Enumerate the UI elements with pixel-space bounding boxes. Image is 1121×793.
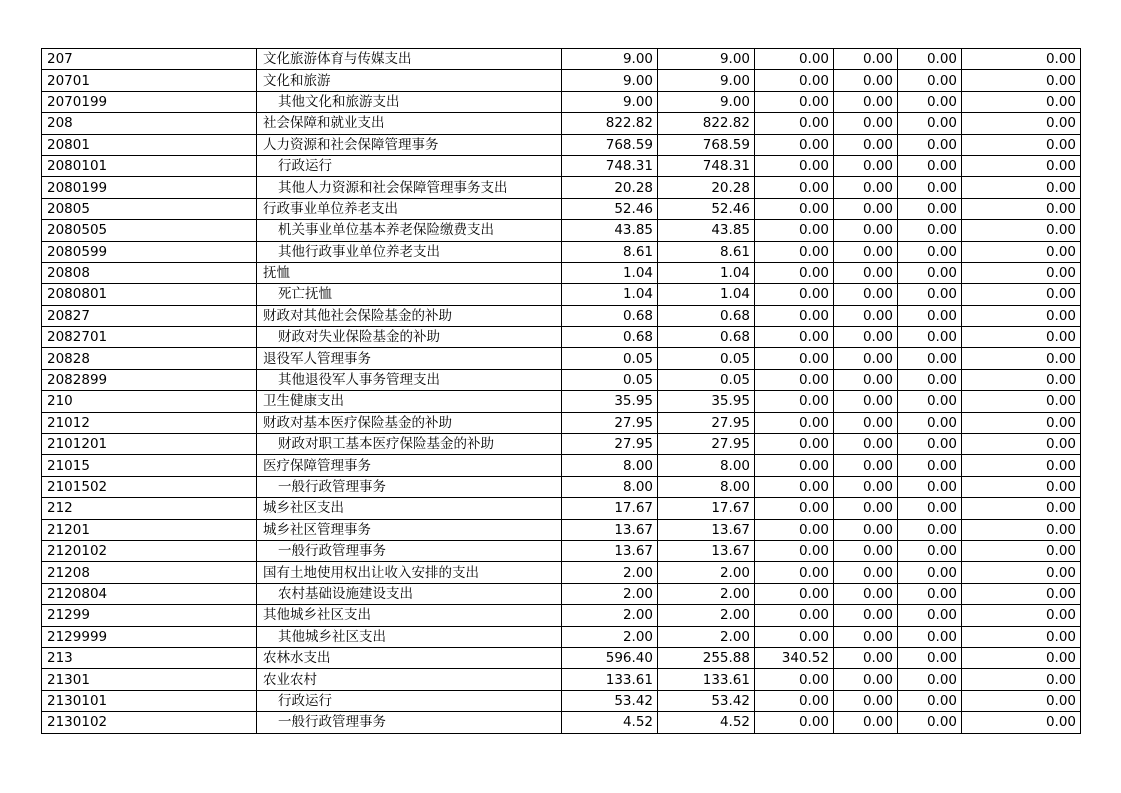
amount-cell-1: 0.68 — [562, 327, 658, 348]
amount-cell-1: 8.00 — [562, 455, 658, 476]
subject-name-cell: 抚恤 — [257, 262, 562, 283]
table-row — [42, 220, 1081, 241]
amount-cell-3: 0.00 — [755, 412, 834, 433]
amount-cell-4: 0.00 — [834, 412, 898, 433]
amount-cell-2: 255.88 — [658, 647, 755, 668]
amount-cell-2: 748.31 — [658, 155, 755, 176]
subject-name-cell: 死亡抚恤 — [257, 284, 562, 305]
subject-name-cell: 农村基础设施建设支出 — [257, 583, 562, 604]
amount-cell-3: 0.00 — [755, 113, 834, 134]
amount-cell-6: 0.00 — [962, 712, 1081, 733]
subject-code-cell: 2080801 — [42, 284, 257, 305]
amount-cell-6: 0.00 — [962, 369, 1081, 390]
amount-cell-3: 0.00 — [755, 369, 834, 390]
amount-cell-1: 20.28 — [562, 177, 658, 198]
subject-code-cell: 2120804 — [42, 583, 257, 604]
subject-code-cell: 2080199 — [42, 177, 257, 198]
amount-cell-3: 0.00 — [755, 241, 834, 262]
amount-cell-3: 0.00 — [755, 605, 834, 626]
amount-cell-2: 1.04 — [658, 284, 755, 305]
amount-cell-6: 0.00 — [962, 476, 1081, 497]
amount-cell-6: 0.00 — [962, 540, 1081, 561]
amount-cell-6: 0.00 — [962, 391, 1081, 412]
table-row — [42, 412, 1081, 433]
amount-cell-1: 0.68 — [562, 305, 658, 326]
amount-cell-6: 0.00 — [962, 198, 1081, 219]
table-row — [42, 669, 1081, 690]
table-row — [42, 284, 1081, 305]
table-row — [42, 49, 1081, 70]
amount-cell-3: 0.00 — [755, 348, 834, 369]
amount-cell-5: 0.00 — [898, 348, 962, 369]
amount-cell-4: 0.00 — [834, 327, 898, 348]
amount-cell-1: 9.00 — [562, 70, 658, 91]
subject-name-cell: 其他退役军人事务管理支出 — [257, 369, 562, 390]
amount-cell-6: 0.00 — [962, 562, 1081, 583]
amount-cell-3: 0.00 — [755, 327, 834, 348]
amount-cell-1: 53.42 — [562, 690, 658, 711]
amount-cell-6: 0.00 — [962, 113, 1081, 134]
amount-cell-5: 0.00 — [898, 562, 962, 583]
amount-cell-6: 0.00 — [962, 70, 1081, 91]
amount-cell-2: 768.59 — [658, 134, 755, 155]
amount-cell-2: 2.00 — [658, 562, 755, 583]
subject-code-cell: 20701 — [42, 70, 257, 91]
amount-cell-5: 0.00 — [898, 327, 962, 348]
amount-cell-6: 0.00 — [962, 626, 1081, 647]
table-row — [42, 647, 1081, 668]
amount-cell-2: 8.00 — [658, 476, 755, 497]
amount-cell-4: 0.00 — [834, 262, 898, 283]
amount-cell-1: 2.00 — [562, 626, 658, 647]
amount-cell-6: 0.00 — [962, 605, 1081, 626]
amount-cell-4: 0.00 — [834, 91, 898, 112]
amount-cell-6: 0.00 — [962, 241, 1081, 262]
subject-name-cell: 一般行政管理事务 — [257, 540, 562, 561]
amount-cell-5: 0.00 — [898, 605, 962, 626]
amount-cell-4: 0.00 — [834, 155, 898, 176]
amount-cell-3: 0.00 — [755, 70, 834, 91]
table-row — [42, 626, 1081, 647]
table-row — [42, 540, 1081, 561]
amount-cell-6: 0.00 — [962, 647, 1081, 668]
amount-cell-1: 17.67 — [562, 498, 658, 519]
amount-cell-1: 4.52 — [562, 712, 658, 733]
amount-cell-2: 2.00 — [658, 626, 755, 647]
table-row — [42, 262, 1081, 283]
amount-cell-5: 0.00 — [898, 91, 962, 112]
amount-cell-1: 0.05 — [562, 369, 658, 390]
amount-cell-5: 0.00 — [898, 241, 962, 262]
table-row — [42, 690, 1081, 711]
table-row — [42, 305, 1081, 326]
amount-cell-4: 0.00 — [834, 348, 898, 369]
amount-cell-2: 0.68 — [658, 327, 755, 348]
amount-cell-5: 0.00 — [898, 113, 962, 134]
amount-cell-5: 0.00 — [898, 155, 962, 176]
amount-cell-1: 9.00 — [562, 91, 658, 112]
amount-cell-5: 0.00 — [898, 177, 962, 198]
table-row — [42, 198, 1081, 219]
amount-cell-1: 8.61 — [562, 241, 658, 262]
amount-cell-4: 0.00 — [834, 647, 898, 668]
subject-name-cell: 财政对其他社会保险基金的补助 — [257, 305, 562, 326]
amount-cell-3: 0.00 — [755, 198, 834, 219]
subject-name-cell: 行政运行 — [257, 690, 562, 711]
subject-code-cell: 2070199 — [42, 91, 257, 112]
table-row — [42, 241, 1081, 262]
subject-name-cell: 财政对职工基本医疗保险基金的补助 — [257, 434, 562, 455]
amount-cell-4: 0.00 — [834, 198, 898, 219]
amount-cell-6: 0.00 — [962, 155, 1081, 176]
amount-cell-2: 27.95 — [658, 412, 755, 433]
budget-table-sheet — [41, 48, 1081, 734]
amount-cell-3: 0.00 — [755, 434, 834, 455]
subject-code-cell: 21012 — [42, 412, 257, 433]
amount-cell-6: 0.00 — [962, 519, 1081, 540]
subject-code-cell: 207 — [42, 49, 257, 70]
subject-name-cell: 国有土地使用权出让收入安排的支出 — [257, 562, 562, 583]
subject-code-cell: 21015 — [42, 455, 257, 476]
amount-cell-2: 13.67 — [658, 540, 755, 561]
amount-cell-2: 2.00 — [658, 583, 755, 604]
amount-cell-3: 0.00 — [755, 562, 834, 583]
amount-cell-4: 0.00 — [834, 690, 898, 711]
subject-code-cell: 208 — [42, 113, 257, 134]
amount-cell-2: 0.05 — [658, 348, 755, 369]
subject-name-cell: 卫生健康支出 — [257, 391, 562, 412]
amount-cell-1: 13.67 — [562, 519, 658, 540]
amount-cell-3: 0.00 — [755, 519, 834, 540]
subject-name-cell: 机关事业单位基本养老保险缴费支出 — [257, 220, 562, 241]
table-row — [42, 498, 1081, 519]
amount-cell-3: 0.00 — [755, 262, 834, 283]
amount-cell-4: 0.00 — [834, 220, 898, 241]
amount-cell-5: 0.00 — [898, 49, 962, 70]
amount-cell-6: 0.00 — [962, 690, 1081, 711]
amount-cell-5: 0.00 — [898, 540, 962, 561]
amount-cell-3: 0.00 — [755, 391, 834, 412]
amount-cell-6: 0.00 — [962, 412, 1081, 433]
amount-cell-2: 9.00 — [658, 70, 755, 91]
subject-name-cell: 其他行政事业单位养老支出 — [257, 241, 562, 262]
amount-cell-4: 0.00 — [834, 540, 898, 561]
amount-cell-4: 0.00 — [834, 369, 898, 390]
subject-name-cell: 城乡社区支出 — [257, 498, 562, 519]
amount-cell-4: 0.00 — [834, 498, 898, 519]
amount-cell-5: 0.00 — [898, 305, 962, 326]
table-row — [42, 327, 1081, 348]
amount-cell-3: 0.00 — [755, 476, 834, 497]
amount-cell-5: 0.00 — [898, 498, 962, 519]
amount-cell-4: 0.00 — [834, 305, 898, 326]
amount-cell-4: 0.00 — [834, 519, 898, 540]
amount-cell-2: 35.95 — [658, 391, 755, 412]
subject-code-cell: 212 — [42, 498, 257, 519]
subject-code-cell: 20801 — [42, 134, 257, 155]
amount-cell-2: 27.95 — [658, 434, 755, 455]
amount-cell-3: 0.00 — [755, 220, 834, 241]
table-row — [42, 391, 1081, 412]
amount-cell-3: 0.00 — [755, 155, 834, 176]
amount-cell-1: 2.00 — [562, 605, 658, 626]
amount-cell-6: 0.00 — [962, 498, 1081, 519]
amount-cell-6: 0.00 — [962, 327, 1081, 348]
amount-cell-6: 0.00 — [962, 134, 1081, 155]
amount-cell-3: 0.00 — [755, 91, 834, 112]
amount-cell-1: 35.95 — [562, 391, 658, 412]
amount-cell-5: 0.00 — [898, 455, 962, 476]
subject-code-cell: 2080505 — [42, 220, 257, 241]
amount-cell-1: 768.59 — [562, 134, 658, 155]
subject-code-cell: 210 — [42, 391, 257, 412]
subject-name-cell: 医疗保障管理事务 — [257, 455, 562, 476]
subject-name-cell: 城乡社区管理事务 — [257, 519, 562, 540]
subject-name-cell: 其他城乡社区支出 — [257, 626, 562, 647]
amount-cell-4: 0.00 — [834, 583, 898, 604]
subject-code-cell: 2101201 — [42, 434, 257, 455]
amount-cell-4: 0.00 — [834, 177, 898, 198]
amount-cell-5: 0.00 — [898, 412, 962, 433]
subject-name-cell: 其他文化和旅游支出 — [257, 91, 562, 112]
subject-name-cell: 文化旅游体育与传媒支出 — [257, 49, 562, 70]
amount-cell-5: 0.00 — [898, 262, 962, 283]
subject-name-cell: 一般行政管理事务 — [257, 712, 562, 733]
subject-name-cell: 退役军人管理事务 — [257, 348, 562, 369]
amount-cell-4: 0.00 — [834, 49, 898, 70]
amount-cell-6: 0.00 — [962, 348, 1081, 369]
amount-cell-2: 2.00 — [658, 605, 755, 626]
amount-cell-5: 0.00 — [898, 284, 962, 305]
table-row — [42, 91, 1081, 112]
amount-cell-4: 0.00 — [834, 113, 898, 134]
table-row — [42, 177, 1081, 198]
amount-cell-3: 0.00 — [755, 498, 834, 519]
amount-cell-6: 0.00 — [962, 455, 1081, 476]
subject-code-cell: 20808 — [42, 262, 257, 283]
subject-code-cell: 2120102 — [42, 540, 257, 561]
table-row — [42, 113, 1081, 134]
table-row — [42, 369, 1081, 390]
amount-cell-1: 43.85 — [562, 220, 658, 241]
amount-cell-3: 0.00 — [755, 540, 834, 561]
subject-name-cell: 其他人力资源和社会保障管理事务支出 — [257, 177, 562, 198]
amount-cell-1: 1.04 — [562, 262, 658, 283]
amount-cell-4: 0.00 — [834, 712, 898, 733]
subject-name-cell: 人力资源和社会保障管理事务 — [257, 134, 562, 155]
subject-name-cell: 一般行政管理事务 — [257, 476, 562, 497]
table-row — [42, 583, 1081, 604]
amount-cell-3: 0.00 — [755, 626, 834, 647]
amount-cell-2: 0.68 — [658, 305, 755, 326]
amount-cell-2: 53.42 — [658, 690, 755, 711]
amount-cell-5: 0.00 — [898, 434, 962, 455]
amount-cell-5: 0.00 — [898, 712, 962, 733]
amount-cell-5: 0.00 — [898, 626, 962, 647]
subject-code-cell: 21299 — [42, 605, 257, 626]
amount-cell-4: 0.00 — [834, 562, 898, 583]
amount-cell-4: 0.00 — [834, 626, 898, 647]
amount-cell-2: 1.04 — [658, 262, 755, 283]
amount-cell-5: 0.00 — [898, 369, 962, 390]
subject-code-cell: 2082899 — [42, 369, 257, 390]
subject-name-cell: 农林水支出 — [257, 647, 562, 668]
amount-cell-1: 2.00 — [562, 562, 658, 583]
amount-cell-2: 9.00 — [658, 91, 755, 112]
table-row — [42, 134, 1081, 155]
amount-cell-5: 0.00 — [898, 476, 962, 497]
amount-cell-2: 9.00 — [658, 49, 755, 70]
table-row — [42, 70, 1081, 91]
amount-cell-5: 0.00 — [898, 647, 962, 668]
subject-name-cell: 财政对基本医疗保险基金的补助 — [257, 412, 562, 433]
amount-cell-5: 0.00 — [898, 519, 962, 540]
amount-cell-4: 0.00 — [834, 391, 898, 412]
table-row — [42, 519, 1081, 540]
subject-code-cell: 20805 — [42, 198, 257, 219]
amount-cell-2: 52.46 — [658, 198, 755, 219]
amount-cell-3: 0.00 — [755, 49, 834, 70]
subject-name-cell: 文化和旅游 — [257, 70, 562, 91]
amount-cell-1: 596.40 — [562, 647, 658, 668]
subject-code-cell: 20827 — [42, 305, 257, 326]
amount-cell-6: 0.00 — [962, 305, 1081, 326]
subject-name-cell: 社会保障和就业支出 — [257, 113, 562, 134]
amount-cell-2: 4.52 — [658, 712, 755, 733]
amount-cell-5: 0.00 — [898, 70, 962, 91]
amount-cell-1: 13.67 — [562, 540, 658, 561]
amount-cell-3: 0.00 — [755, 284, 834, 305]
amount-cell-2: 0.05 — [658, 369, 755, 390]
amount-cell-1: 133.61 — [562, 669, 658, 690]
table-row — [42, 348, 1081, 369]
subject-name-cell: 财政对失业保险基金的补助 — [257, 327, 562, 348]
amount-cell-5: 0.00 — [898, 669, 962, 690]
amount-cell-4: 0.00 — [834, 284, 898, 305]
amount-cell-1: 748.31 — [562, 155, 658, 176]
table-row — [42, 155, 1081, 176]
amount-cell-6: 0.00 — [962, 177, 1081, 198]
subject-code-cell: 2080101 — [42, 155, 257, 176]
amount-cell-1: 8.00 — [562, 476, 658, 497]
amount-cell-1: 27.95 — [562, 412, 658, 433]
amount-cell-5: 0.00 — [898, 220, 962, 241]
subject-code-cell: 21208 — [42, 562, 257, 583]
amount-cell-3: 340.52 — [755, 647, 834, 668]
amount-cell-4: 0.00 — [834, 455, 898, 476]
subject-code-cell: 21201 — [42, 519, 257, 540]
amount-cell-1: 822.82 — [562, 113, 658, 134]
amount-cell-6: 0.00 — [962, 583, 1081, 604]
subject-code-cell: 2130102 — [42, 712, 257, 733]
amount-cell-4: 0.00 — [834, 70, 898, 91]
amount-cell-3: 0.00 — [755, 134, 834, 155]
amount-cell-5: 0.00 — [898, 391, 962, 412]
amount-cell-3: 0.00 — [755, 455, 834, 476]
amount-cell-2: 8.61 — [658, 241, 755, 262]
amount-cell-2: 17.67 — [658, 498, 755, 519]
amount-cell-2: 43.85 — [658, 220, 755, 241]
amount-cell-6: 0.00 — [962, 434, 1081, 455]
amount-cell-4: 0.00 — [834, 605, 898, 626]
amount-cell-6: 0.00 — [962, 262, 1081, 283]
amount-cell-1: 52.46 — [562, 198, 658, 219]
subject-name-cell: 农业农村 — [257, 669, 562, 690]
table-row — [42, 605, 1081, 626]
amount-cell-4: 0.00 — [834, 434, 898, 455]
subject-code-cell: 2082701 — [42, 327, 257, 348]
amount-cell-5: 0.00 — [898, 198, 962, 219]
amount-cell-5: 0.00 — [898, 583, 962, 604]
amount-cell-3: 0.00 — [755, 669, 834, 690]
amount-cell-4: 0.00 — [834, 476, 898, 497]
amount-cell-4: 0.00 — [834, 134, 898, 155]
amount-cell-5: 0.00 — [898, 690, 962, 711]
table-row — [42, 434, 1081, 455]
amount-cell-3: 0.00 — [755, 712, 834, 733]
amount-cell-1: 2.00 — [562, 583, 658, 604]
subject-name-cell: 行政运行 — [257, 155, 562, 176]
expenditure-table — [41, 48, 1081, 734]
amount-cell-1: 1.04 — [562, 284, 658, 305]
table-body — [42, 49, 1081, 734]
amount-cell-1: 27.95 — [562, 434, 658, 455]
subject-name-cell: 其他城乡社区支出 — [257, 605, 562, 626]
amount-cell-1: 9.00 — [562, 49, 658, 70]
amount-cell-2: 133.61 — [658, 669, 755, 690]
subject-code-cell: 20828 — [42, 348, 257, 369]
amount-cell-5: 0.00 — [898, 134, 962, 155]
table-row — [42, 562, 1081, 583]
subject-code-cell: 2129999 — [42, 626, 257, 647]
amount-cell-3: 0.00 — [755, 583, 834, 604]
table-row — [42, 455, 1081, 476]
table-row — [42, 712, 1081, 733]
subject-name-cell: 行政事业单位养老支出 — [257, 198, 562, 219]
amount-cell-1: 0.05 — [562, 348, 658, 369]
subject-code-cell: 21301 — [42, 669, 257, 690]
amount-cell-2: 20.28 — [658, 177, 755, 198]
table-row — [42, 476, 1081, 497]
subject-code-cell: 213 — [42, 647, 257, 668]
amount-cell-6: 0.00 — [962, 284, 1081, 305]
amount-cell-3: 0.00 — [755, 690, 834, 711]
amount-cell-6: 0.00 — [962, 220, 1081, 241]
amount-cell-6: 0.00 — [962, 669, 1081, 690]
subject-code-cell: 2130101 — [42, 690, 257, 711]
amount-cell-2: 8.00 — [658, 455, 755, 476]
subject-code-cell: 2080599 — [42, 241, 257, 262]
amount-cell-4: 0.00 — [834, 669, 898, 690]
amount-cell-3: 0.00 — [755, 305, 834, 326]
amount-cell-3: 0.00 — [755, 177, 834, 198]
amount-cell-4: 0.00 — [834, 241, 898, 262]
amount-cell-2: 13.67 — [658, 519, 755, 540]
amount-cell-2: 822.82 — [658, 113, 755, 134]
subject-code-cell: 2101502 — [42, 476, 257, 497]
amount-cell-6: 0.00 — [962, 49, 1081, 70]
amount-cell-6: 0.00 — [962, 91, 1081, 112]
